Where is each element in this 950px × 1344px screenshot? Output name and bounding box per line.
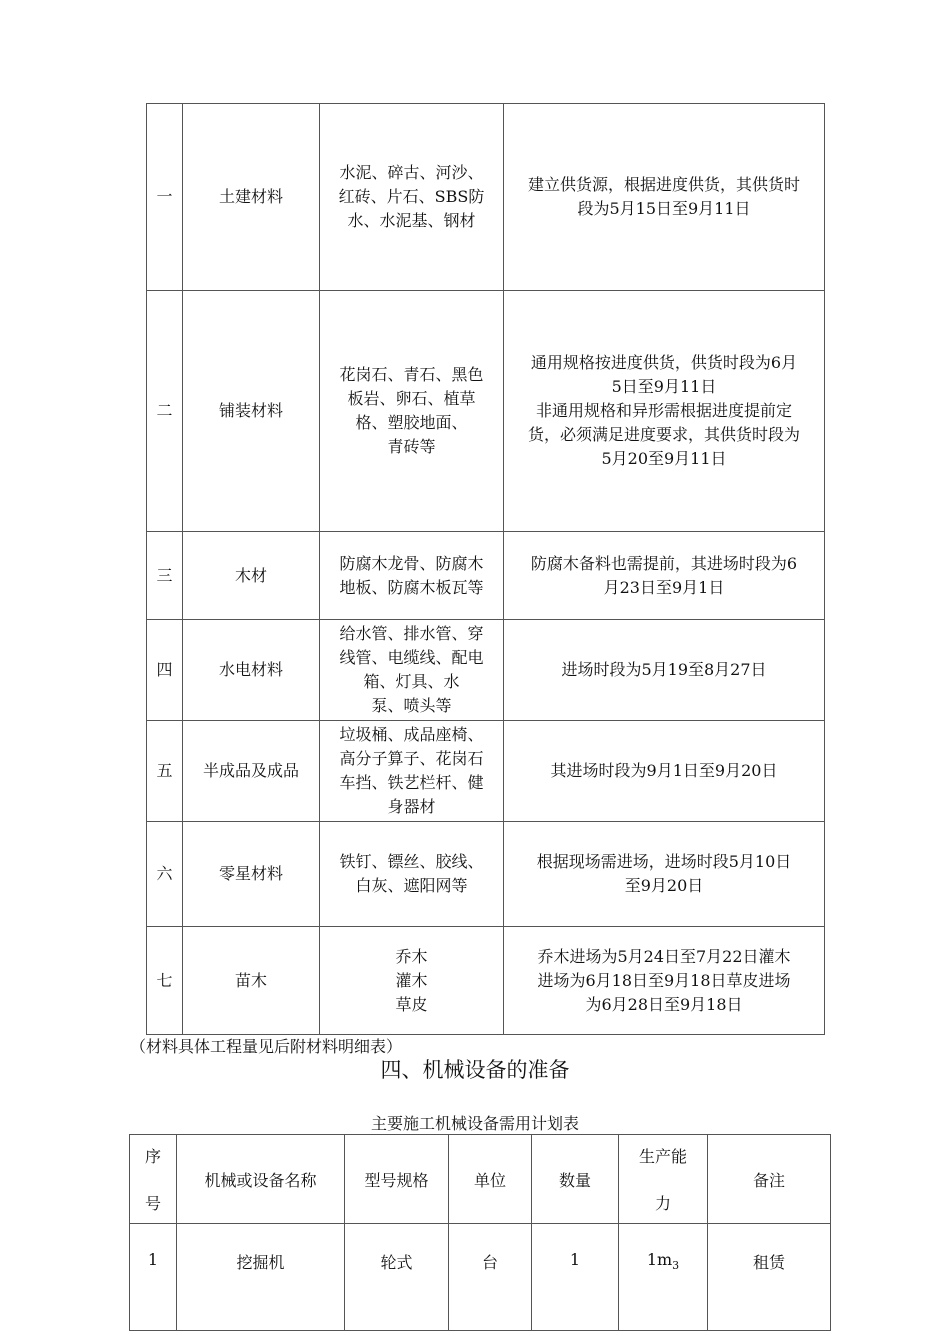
table-row (130, 1224, 831, 1331)
header-name: 机械或设备名称 (177, 1135, 345, 1224)
supply-schedule: 乔木进场为5月24日至7月22日灌木 进场为6月18日至9月18日草皮进场 为6月28日至9月18日 (504, 927, 825, 1035)
capacity-subscript: 3 (672, 1259, 680, 1273)
cell-model: 轮式 (345, 1224, 449, 1331)
header-remark: 备注 (708, 1135, 831, 1224)
table-row (147, 927, 825, 1035)
table-row (147, 620, 825, 721)
supply-schedule: 根据现场需进场，进场时段5月10日 至9月20日 (504, 822, 825, 927)
cell-no: 1 (130, 1224, 177, 1331)
header-no-top: 序 (144, 1147, 161, 1166)
materials-table (146, 103, 825, 1035)
material-items: 花岗石、青石、黑色 板岩、卵石、植草 格、塑胶地面、 青砖等 (320, 291, 504, 532)
material-category: 苗木 (183, 927, 320, 1035)
table-row (147, 104, 825, 291)
supply-schedule: 其进场时段为9月1日至9月20日 (504, 721, 825, 822)
table-row (147, 291, 825, 532)
supply-schedule: 进场时段为5月19至8月27日 (504, 620, 825, 721)
cell-unit: 台 (449, 1224, 532, 1331)
material-items: 垃圾桶、成品座椅、 高分子算子、花岗石 车挡、铁艺栏杆、健 身器材 (320, 721, 504, 822)
table-row (147, 822, 825, 927)
cell-remark: 租赁 (708, 1224, 831, 1331)
row-number: 五 (147, 721, 183, 822)
row-number: 七 (147, 927, 183, 1035)
equipment-table (129, 1134, 831, 1331)
row-number: 四 (147, 620, 183, 721)
table-row (147, 721, 825, 822)
material-category: 零星材料 (183, 822, 320, 927)
material-category: 土建材料 (183, 104, 320, 291)
header-no-bottom: 号 (144, 1194, 161, 1213)
cell-name: 挖掘机 (177, 1224, 345, 1331)
row-number: 六 (147, 822, 183, 927)
header-qty: 数量 (532, 1135, 619, 1224)
row-number: 一 (147, 104, 183, 291)
materials-note: （材料具体工程量见后附材料明细表） (130, 1037, 403, 1056)
capacity-value: 1m (646, 1250, 673, 1269)
supply-schedule: 通用规格按进度供货，供货时段为6月 5日至9月11日 非通用规格和异形需根据进度提前定 货，必须满足进度要求，其供货时段为 5月20至9月11日 (504, 291, 825, 532)
material-category: 铺装材料 (183, 291, 320, 532)
supply-schedule: 建立供货源，根据进度供货，其供货时 段为5月15日至9月11日 (504, 104, 825, 291)
row-number: 二 (147, 291, 183, 532)
material-category: 半成品及成品 (183, 721, 320, 822)
header-capacity-top: 生产能 (638, 1147, 687, 1166)
material-items: 铁钉、镖丝、胶线、 白灰、遮阳网等 (320, 822, 504, 927)
header-model: 型号规格 (345, 1135, 449, 1224)
table-row (147, 532, 825, 620)
material-items: 乔木 灌木 草皮 (320, 927, 504, 1035)
material-items: 水泥、碎古、河沙、 红砖、片石、SBS防 水、水泥基、钢材 (320, 104, 504, 291)
cell-capacity (619, 1224, 708, 1331)
header-unit: 单位 (449, 1135, 532, 1224)
material-category: 水电材料 (183, 620, 320, 721)
material-category: 木材 (183, 532, 320, 620)
header-no (130, 1135, 177, 1224)
table-caption: 主要施工机械设备需用计划表 (370, 1114, 579, 1133)
supply-schedule: 防腐木备料也需提前，其进场时段为6 月23日至9月1日 (504, 532, 825, 620)
section-title: 四、机械设备的准备 (380, 1058, 570, 1082)
row-number: 三 (147, 532, 183, 620)
header-capacity-bottom: 力 (654, 1194, 671, 1213)
material-items: 给水管、排水管、穿 线管、电缆线、配电 箱、灯具、水 泵、喷头等 (320, 620, 504, 721)
table-header-row (130, 1135, 831, 1224)
header-capacity (619, 1135, 708, 1224)
material-items: 防腐木龙骨、防腐木 地板、防腐木板瓦等 (320, 532, 504, 620)
cell-qty: 1 (532, 1224, 619, 1331)
